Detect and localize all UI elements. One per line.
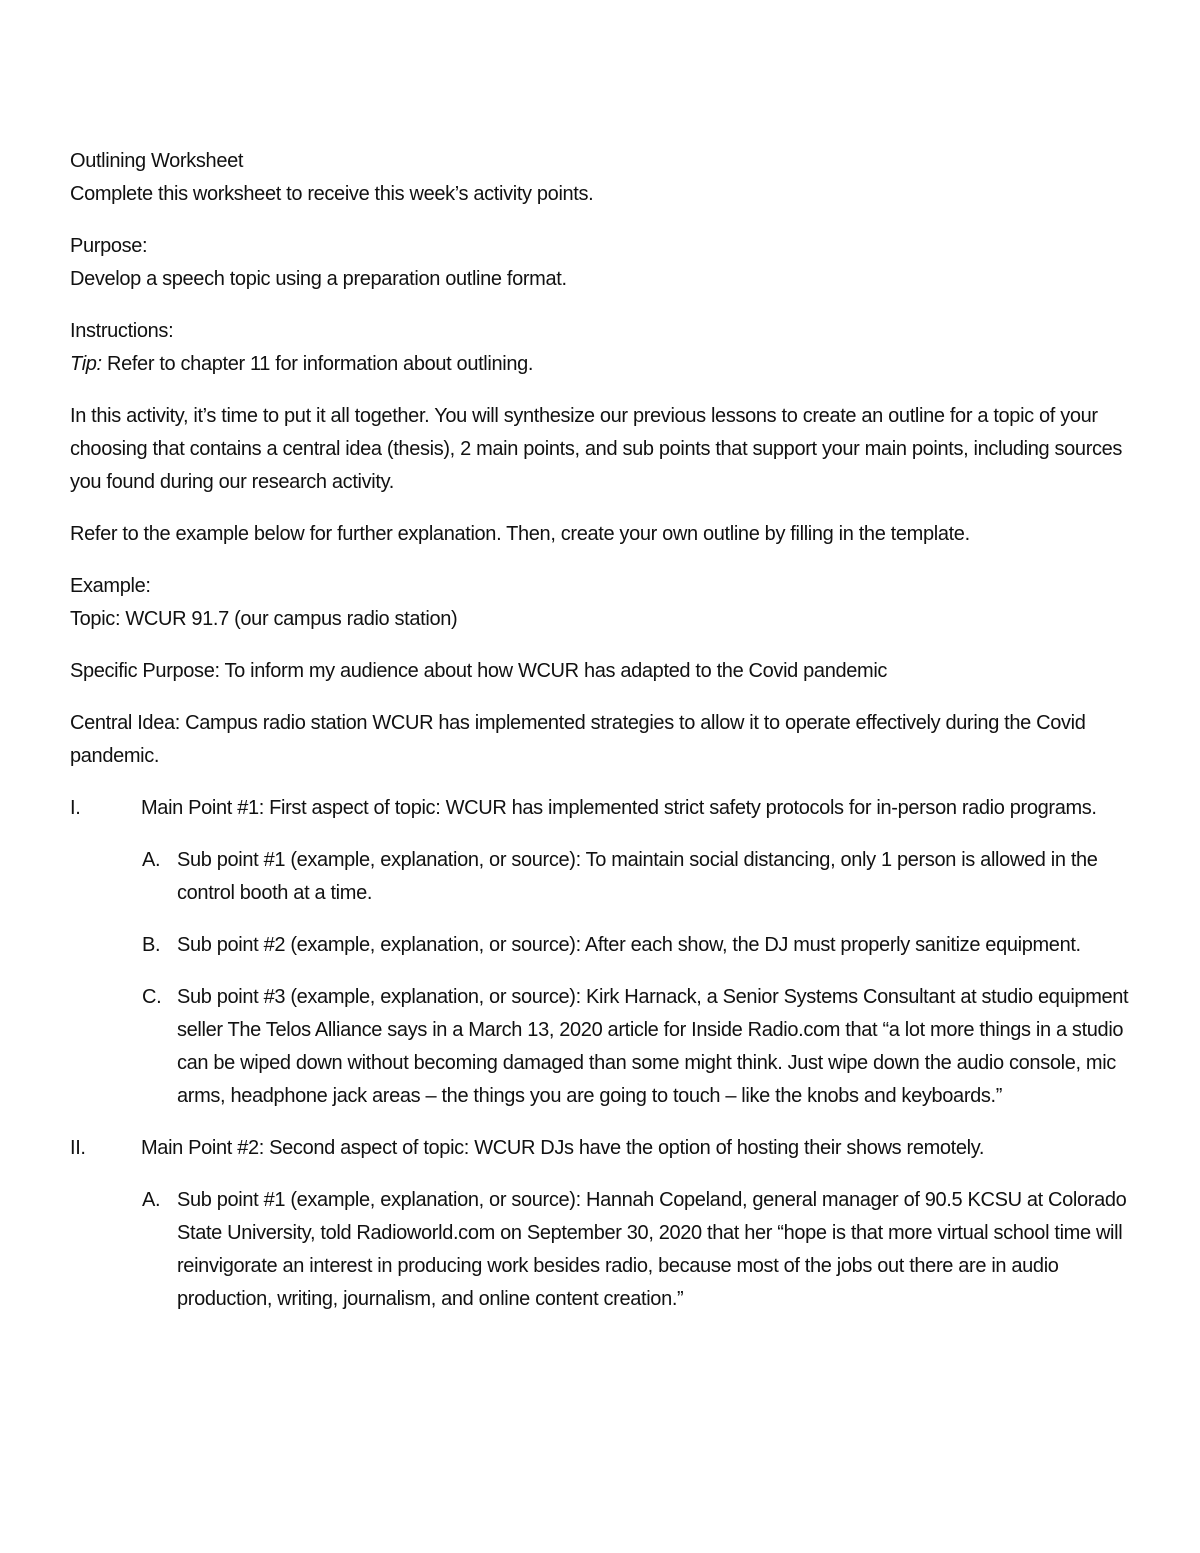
purpose-heading: Purpose: [70, 235, 148, 257]
document-subtitle: Complete this worksheet to receive this week’s activity points. [70, 183, 594, 205]
tip-label: Tip: [70, 353, 102, 375]
instructions-paragraph-1: In this activity, it’s time to put it all together. You will synthesize our previous lessons to create an outline for a topic of your choosing that contains a central idea (thesis), 2 main points, and sub points that support your main points, including sources you found during our research activity. [70, 405, 1123, 493]
sub-point-letter: A. [142, 1189, 161, 1211]
tip-text: Refer to chapter 11 for information about outlining. [101, 353, 534, 375]
sub-point-letter: C. [142, 986, 162, 1008]
example-topic: Topic: WCUR 91.7 (our campus radio station) [70, 608, 458, 630]
sub-point-text: Sub point #1 (example, explanation, or source): To maintain social distancing, only 1 person is allowed in the control booth at a time. [177, 849, 1098, 904]
document-title: Outlining Worksheet [70, 150, 244, 172]
example-central-idea: Central Idea: Campus radio station WCUR has implemented strategies to allow it to operate effectively during the Covid pandemic. [70, 712, 1086, 767]
main-point-1 [70, 792, 1135, 825]
sub-point-1a [70, 844, 1135, 910]
tip-line [70, 348, 1135, 381]
example-specific-purpose: Specific Purpose: To inform my audience about how WCUR has adapted to the Covid pandemic [70, 660, 888, 682]
sub-point-1c [70, 981, 1135, 1113]
main-point-numeral: I. [70, 797, 81, 819]
instructions-paragraph-2: Refer to the example below for further explanation. Then, create your own outline by filling in the template. [70, 523, 970, 545]
main-point-text: Main Point #2: Second aspect of topic: WCUR DJs have the option of hosting their shows remotely. [141, 1137, 985, 1159]
sub-point-2a [70, 1184, 1135, 1316]
purpose-text: Develop a speech topic using a preparation outline format. [70, 268, 567, 290]
main-point-numeral: II. [70, 1137, 86, 1159]
sub-point-1b [70, 929, 1135, 962]
sub-point-text: Sub point #2 (example, explanation, or source): After each show, the DJ must properly sanitize equipment. [177, 934, 1081, 956]
main-point-text: Main Point #1: First aspect of topic: WCUR has implemented strict safety protocols for in-person radio programs. [141, 797, 1097, 819]
sub-point-text: Sub point #1 (example, explanation, or source): Hannah Copeland, general manager of 90.5 KCSU at Colorado State University, told Radioworld.com on September 30, 2020 that her “hope is that more virtual school time will reinvigorate an interest in producing work besides radio, because most of the jobs out there are in audio production, writing, journalism, and online content creation.” [177, 1189, 1127, 1310]
sub-point-text: Sub point #3 (example, explanation, or source): Kirk Harnack, a Senior Systems Consultant at studio equipment seller The Telos Alliance says in a March 13, 2020 article for Inside Radio.com that “a lot more things in a studio can be wiped down without becoming damaged than some might think. Just wipe down the audio console, mic arms, headphone jack areas – the things you are going to touch – like the knobs and keyboards.” [177, 986, 1129, 1107]
main-point-2 [70, 1132, 1135, 1165]
sub-point-letter: B. [142, 934, 161, 956]
worksheet-page [70, 145, 1135, 1316]
instructions-heading: Instructions: [70, 320, 174, 342]
sub-point-letter: A. [142, 849, 161, 871]
example-heading: Example: [70, 575, 151, 597]
